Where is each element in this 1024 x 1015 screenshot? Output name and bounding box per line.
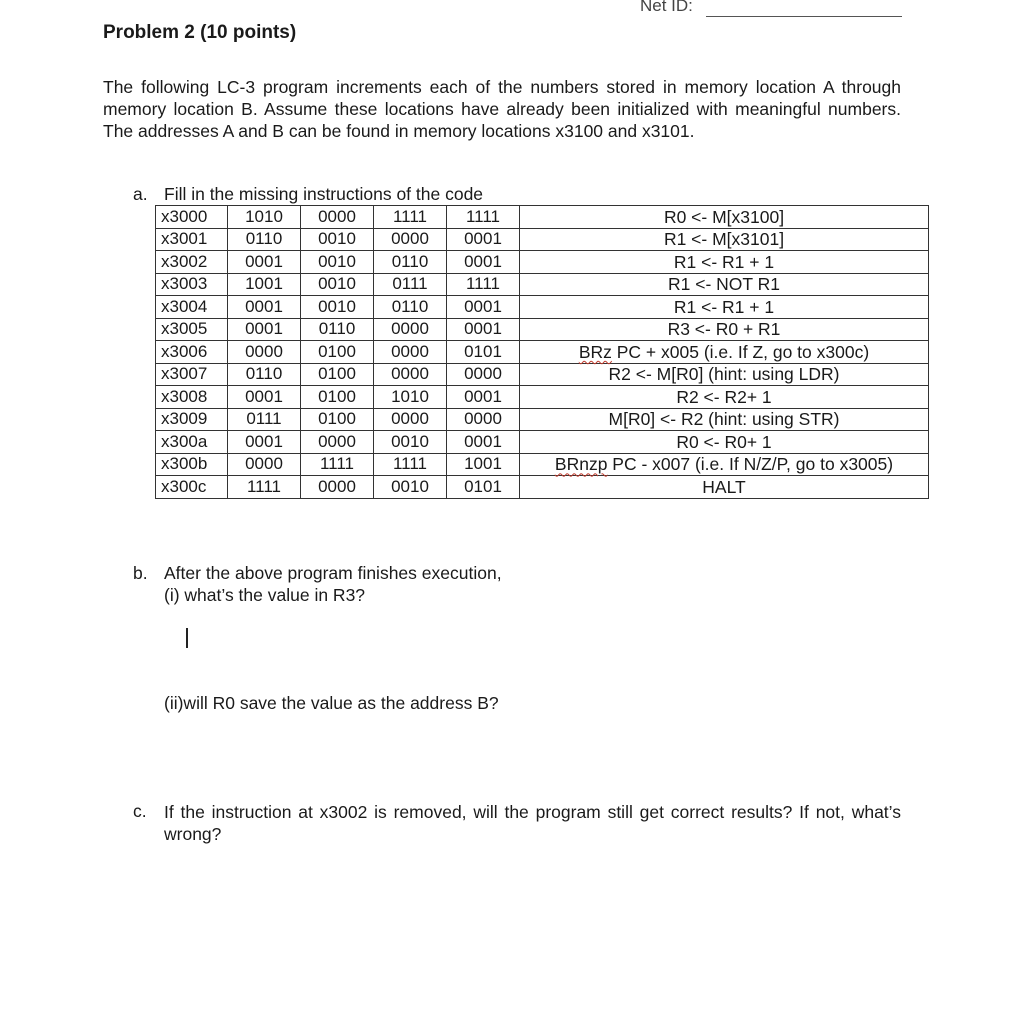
code-row	[156, 341, 929, 364]
code-bits-2: 0010	[301, 273, 374, 296]
code-row	[156, 476, 929, 499]
code-row	[156, 363, 929, 386]
code-bits-1: 0001	[228, 386, 301, 409]
code-comment	[520, 453, 929, 476]
code-bits-2: 0100	[301, 363, 374, 386]
code-bits-2: 0010	[301, 251, 374, 274]
code-bits-1: 0001	[228, 431, 301, 454]
code-bits-2: 0010	[301, 296, 374, 319]
code-row	[156, 408, 929, 431]
code-bits-2: 0000	[301, 206, 374, 229]
net-id-label: Net ID:	[640, 0, 693, 15]
code-bits-2: 1111	[301, 453, 374, 476]
code-bits-4: 0101	[447, 476, 520, 499]
code-bits-3: 1010	[374, 386, 447, 409]
code-row	[156, 251, 929, 274]
code-bits-3: 0111	[374, 273, 447, 296]
code-bits-4: 0001	[447, 318, 520, 341]
comment-opcode: BRnzp	[554, 454, 608, 475]
code-address: x3003	[156, 273, 228, 296]
part-b-intro: After the above program finishes execution,	[164, 563, 502, 583]
code-bits-3: 0000	[374, 228, 447, 251]
code-row	[156, 453, 929, 476]
code-bits-2: 0100	[301, 341, 374, 364]
code-bits-2: 0000	[301, 431, 374, 454]
code-bits-1: 0001	[228, 296, 301, 319]
code-address: x3005	[156, 318, 228, 341]
code-address: x3002	[156, 251, 228, 274]
code-bits-3: 0110	[374, 251, 447, 274]
code-bits-3: 0000	[374, 408, 447, 431]
code-address: x3007	[156, 363, 228, 386]
code-address: x3009	[156, 408, 228, 431]
code-bits-2: 0100	[301, 386, 374, 409]
code-bits-1: 1111	[228, 476, 301, 499]
code-address: x300a	[156, 431, 228, 454]
part-b-marker: b.	[133, 563, 148, 583]
code-bits-3: 1111	[374, 453, 447, 476]
code-comment: R0 <- R0+ 1	[520, 431, 929, 454]
code-comment: R1 <- R1 + 1	[520, 251, 929, 274]
code-address: x3004	[156, 296, 228, 319]
part-c-question: If the instruction at x3002 is removed, will the program still get correct results? If not, what’s wrong?	[164, 802, 901, 844]
part-a-prompt: Fill in the missing instructions of the code	[164, 184, 484, 204]
code-comment: R1 <- R1 + 1	[520, 296, 929, 319]
code-bits-4: 0001	[447, 296, 520, 319]
code-address: x3006	[156, 341, 228, 364]
comment-text: PC + x005 (i.e. If Z, go to x300c)	[611, 341, 870, 362]
code-comment: HALT	[520, 476, 929, 499]
code-comment: R1 <- M[x3101]	[520, 228, 929, 251]
code-bits-4: 0001	[447, 386, 520, 409]
problem-intro: The following LC-3 program increments each of the numbers stored in memory location A through memory location B. Assume these locations have already been initialized with meaningful numbers. The addresses A and B can be found in memory locations x3100 and x3101.	[103, 77, 901, 141]
code-bits-2: 0000	[301, 476, 374, 499]
code-bits-4: 0001	[447, 228, 520, 251]
code-bits-1: 0110	[228, 228, 301, 251]
code-address: x3000	[156, 206, 228, 229]
code-comment	[520, 341, 929, 364]
code-bits-1: 0001	[228, 251, 301, 274]
code-row	[156, 228, 929, 251]
code-address: x300b	[156, 453, 228, 476]
code-bits-1: 0110	[228, 363, 301, 386]
code-comment: R1 <- NOT R1	[520, 273, 929, 296]
part-b-question-2: (ii)will R0 save the value as the address B?	[164, 693, 499, 713]
code-row	[156, 318, 929, 341]
code-bits-4: 0000	[447, 408, 520, 431]
code-row	[156, 273, 929, 296]
code-bits-3: 0010	[374, 476, 447, 499]
code-bits-4: 1001	[447, 453, 520, 476]
code-bits-4: 0101	[447, 341, 520, 364]
code-row	[156, 431, 929, 454]
code-bits-2: 0110	[301, 318, 374, 341]
part-c-marker: c.	[133, 801, 147, 821]
code-bits-4: 0000	[447, 363, 520, 386]
code-bits-1: 0001	[228, 318, 301, 341]
code-bits-1: 0111	[228, 408, 301, 431]
part-b-question-1: (i) what’s the value in R3?	[164, 585, 366, 605]
code-bits-3: 0000	[374, 363, 447, 386]
code-table	[155, 205, 929, 499]
code-comment: M[R0] <- R2 (hint: using STR)	[520, 408, 929, 431]
code-comment: R3 <- R0 + R1	[520, 318, 929, 341]
code-comment: R2 <- M[R0] (hint: using LDR)	[520, 363, 929, 386]
code-bits-3: 0000	[374, 341, 447, 364]
code-bits-4: 1111	[447, 273, 520, 296]
text-cursor[interactable]	[186, 628, 188, 648]
problem-title: Problem 2 (10 points)	[103, 22, 297, 43]
code-comment: R2 <- R2+ 1	[520, 386, 929, 409]
code-bits-2: 0100	[301, 408, 374, 431]
code-bits-3: 1111	[374, 206, 447, 229]
code-bits-3: 0000	[374, 318, 447, 341]
code-bits-1: 1001	[228, 273, 301, 296]
code-row	[156, 206, 929, 229]
code-bits-3: 0010	[374, 431, 447, 454]
code-bits-2: 0010	[301, 228, 374, 251]
comment-opcode: BRz	[578, 341, 612, 362]
code-comment: R0 <- M[x3100]	[520, 206, 929, 229]
code-row	[156, 386, 929, 409]
net-id-field[interactable]	[706, 16, 902, 17]
comment-text: PC - x007 (i.e. If N/Z/P, go to x3005)	[607, 454, 894, 475]
code-bits-4: 0001	[447, 431, 520, 454]
code-bits-4: 0001	[447, 251, 520, 274]
code-bits-1: 0000	[228, 341, 301, 364]
code-bits-3: 0110	[374, 296, 447, 319]
code-bits-1: 0000	[228, 453, 301, 476]
code-address: x300c	[156, 476, 228, 499]
code-address: x3008	[156, 386, 228, 409]
code-bits-1: 1010	[228, 206, 301, 229]
code-bits-4: 1111	[447, 206, 520, 229]
part-a-marker: a.	[133, 184, 148, 204]
code-row	[156, 296, 929, 319]
code-address: x3001	[156, 228, 228, 251]
